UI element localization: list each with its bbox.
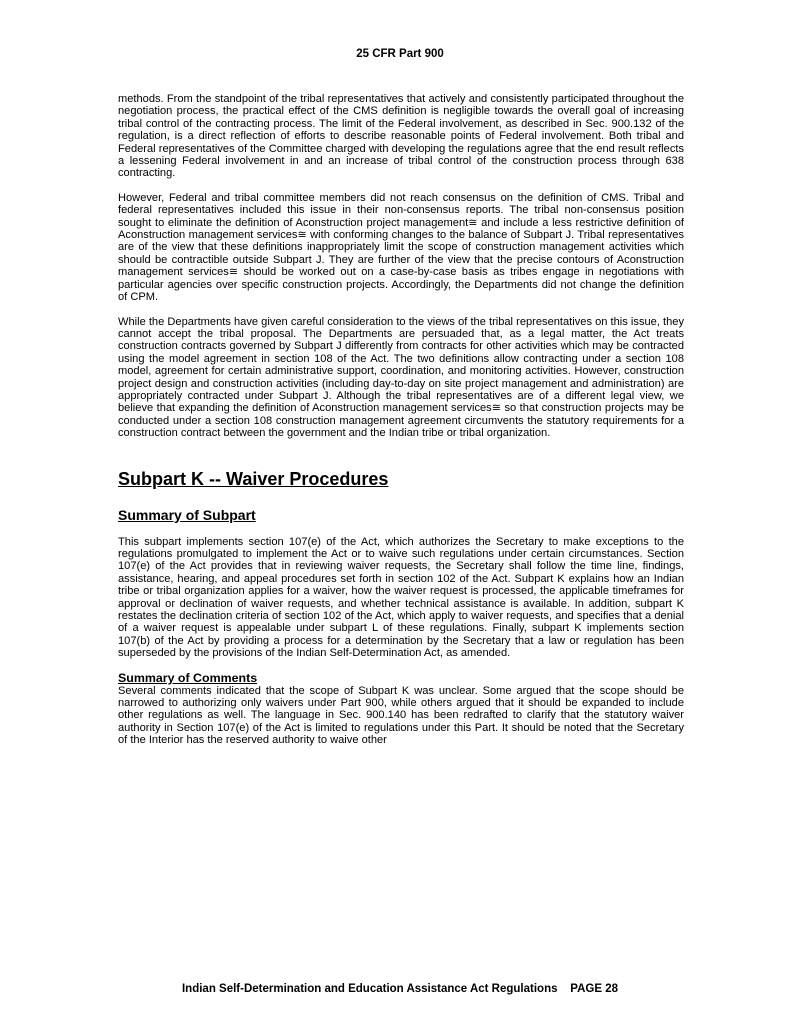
body-paragraph: methods. From the standpoint of the tribal representatives that actively and consistently participated throughout the negotiation process, the practical effect of the CMS definition is negligible towards the overall goal of increasing tribal control of the contracting process. The limit of the Federal involvement, as described in Sec. 900.132 of the regulation, is a direct reflection of efforts to describe reasonable points of Federal involvement. Both tribal and Federal representatives of the Committee charged with developing the regulations agree that the end result reflects a lessening Federal involvement in and an increase of tribal control of the construction process through 638 contracting. bbox=[118, 93, 684, 180]
body-paragraph: While the Departments have given careful consideration to the views of the tribal representatives on this issue, they cannot accept the tribal proposal. The Departments are persuaded that, as a legal matter, the Act treats construction contracts governed by Subpart J differently from contracts for other activities which may be contracted using the model agreement in section 108 of the Act. The two definitions allow contracting under a section 108 model, agreement for certain administrative support, coordination, and monitoring activities. However, construction project design and construction activities (including day-to-day on site project management and administration) are appropriately contracted under Subpart J. Although the tribal representatives are of a different legal view, we believe that expanding the definition of Aconstruction management services≅ so that construction projects may be conducted under a section 108 construction management agreement circumvents the statutory requirements for a construction contract between the government and the Indian tribe or tribal organization. bbox=[118, 315, 684, 440]
summary-of-comments-heading: Summary of Comments bbox=[118, 670, 258, 685]
summary-of-comments-paragraph: Several comments indicated that the scope of Subpart K was unclear. Some argued that the scope should be narrowed to authorizing only waivers under Part 900, while others argued that it should be expanded to include other regulations as well. The language in Sec. 900.140 has been redrafted to clarify that the statutory waiver authority in Section 107(e) of the Act is limited to regulations under this Part. It should be noted that the Secretary of the Interior has the reserved authority to waive other bbox=[118, 684, 684, 747]
summary-of-subpart-paragraph: This subpart implements section 107(e) of the Act, which authorizes the Secretary to make exceptions to the regulations promulgated to implement the Act or to waive such regulations under certain circumstances. Section 107(e) of the Act provides that in reviewing waiver requests, the Secretary shall follow the time line, findings, assistance, hearing, and appeal procedures set forth in section 102 of the Act. Subpart K explains how an Indian tribe or tribal organization applies for a waiver, how the waiver request is processed, the applicable timeframes for approval or declination of waiver requests, and whether technical assistance is available. In addition, subpart K restates the declination criteria of section 102 of the Act, which apply to waiver requests, and specifies that a denial of a waiver request is appealable under subpart L of these regulations. Finally, subpart K implements section 107(b) of the Act by providing a process for a determination by the Secretary that a law or regulation has been superseded by the provisions of the Indian Self-Determination Act, as amended. bbox=[118, 535, 684, 660]
summary-of-subpart-heading: Summary of Subpart bbox=[118, 506, 256, 523]
page-body bbox=[118, 93, 684, 759]
running-footer: Indian Self-Determination and Education Assistance Act Regulations PAGE 28 bbox=[181, 983, 619, 995]
subpart-heading: Subpart K -- Waiver Procedures bbox=[118, 468, 389, 489]
body-paragraph: However, Federal and tribal committee members did not reach consensus on the definition of CMS. Tribal and federal representatives included this issue in their non-consensus reports. The tribal non-consensus position sought to eliminate the definition of Aconstruction project management≅ and include a less restrictive definition of Aconstruction management services≅ with conforming changes to the balance of Subpart J. Tribal representatives are of the view that these definitions inappropriately limit the scope of construction management activities which should be contractible outside Subpart J. They are further of the view that the precise contours of Aconstruction management services≅ should be worked out on a case-by-case basis as tribes engage in negotiations with particular agencies over specific construction projects. Accordingly, the Departments did not change the definition of CPM. bbox=[118, 191, 684, 304]
running-header: 25 CFR Part 900 bbox=[356, 48, 444, 60]
